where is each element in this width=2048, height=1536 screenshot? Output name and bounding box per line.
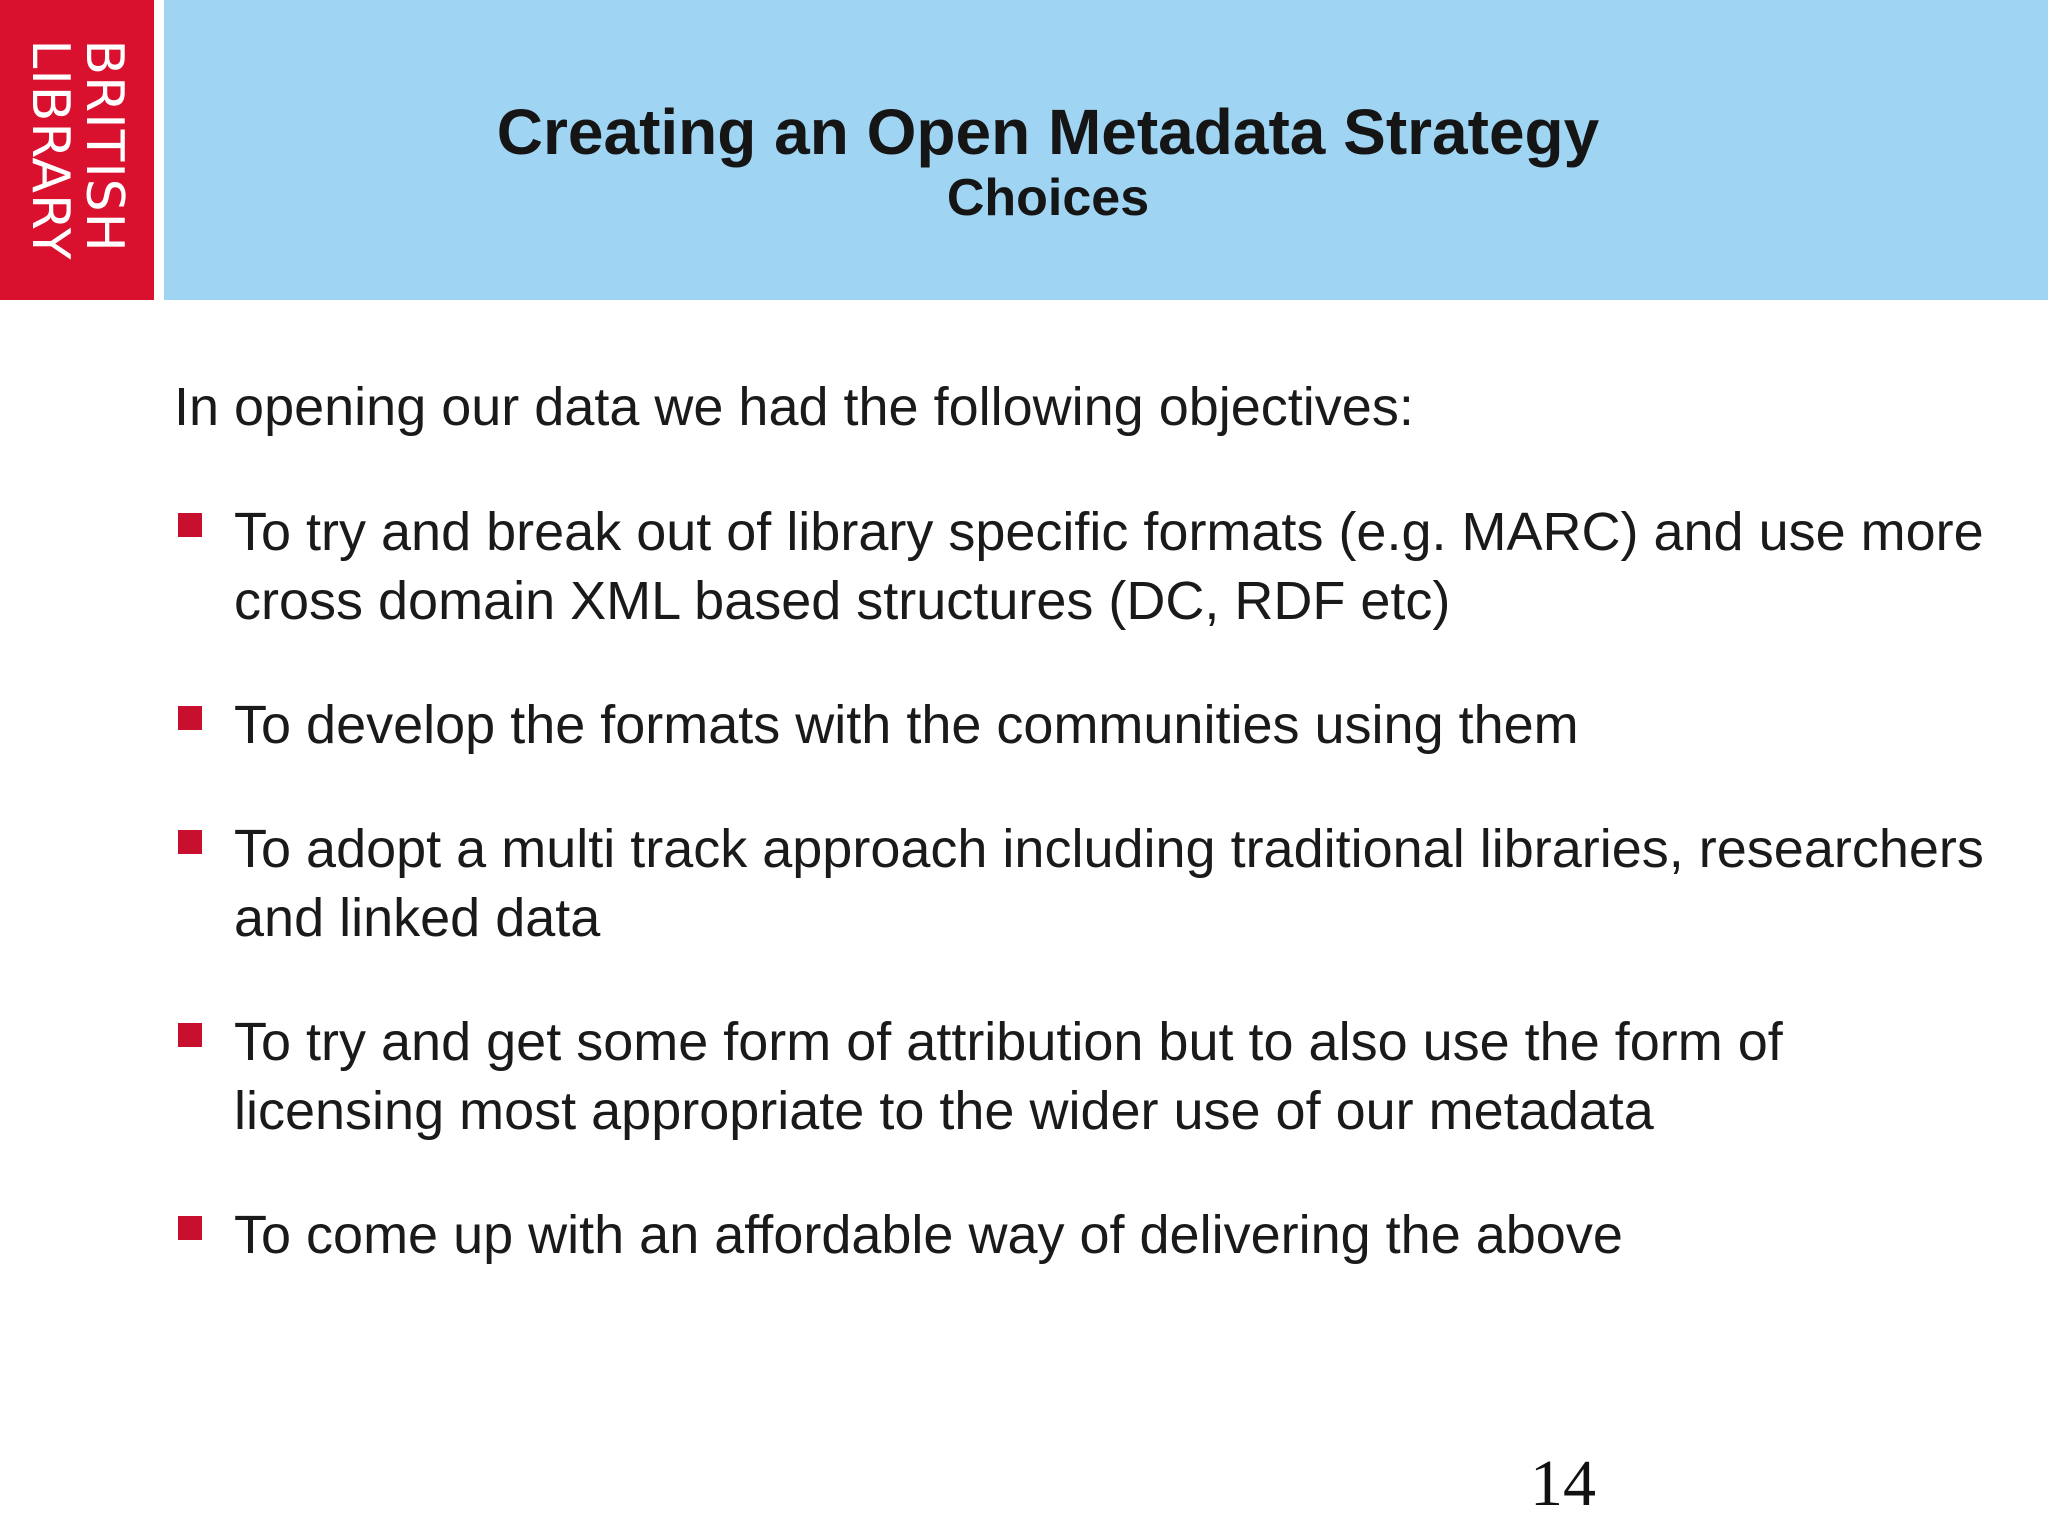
objective-text: To adopt a multi track approach including traditional libraries, researchers and linked data: [234, 819, 1984, 948]
slide-title: Creating an Open Metadata Strategy: [496, 96, 1600, 168]
bullet-square-icon: [178, 706, 202, 730]
bullet-square-icon: [178, 513, 202, 537]
bullet-square-icon: [178, 1216, 202, 1240]
objective-item: [174, 815, 1994, 953]
bullet-square-icon: [178, 830, 202, 854]
intro-text: In opening our data we had the following objectives:: [174, 377, 1414, 437]
logo-wordmark: [20, 39, 134, 261]
objective-text: To develop the formats with the communities using them: [234, 695, 1579, 755]
objective-item: [174, 1201, 1994, 1270]
logo-line-1: BRITISH: [74, 39, 134, 253]
objectives-list: [174, 498, 1994, 1325]
objective-item: [174, 691, 1994, 760]
bullet-square-icon: [178, 1023, 202, 1047]
objective-text: To try and break out of library specific formats (e.g. MARC) and use more cross domain XML based structures (DC, RDF etc): [234, 502, 1984, 631]
slide-subtitle: Choices: [946, 169, 1150, 227]
page-number: 14: [1530, 1447, 1596, 1520]
objective-item: [174, 498, 1994, 636]
slide-header: [164, 0, 2048, 300]
objective-text: To try and get some form of attribution but to also use the form of licensing most appropriate to the wider use of our metadata: [234, 1012, 1783, 1141]
objective-item: [174, 1008, 1994, 1146]
objective-text: To come up with an affordable way of delivering the above: [234, 1205, 1623, 1265]
british-library-logo: [0, 0, 154, 300]
logo-line-2: LIBRARY: [20, 39, 80, 261]
